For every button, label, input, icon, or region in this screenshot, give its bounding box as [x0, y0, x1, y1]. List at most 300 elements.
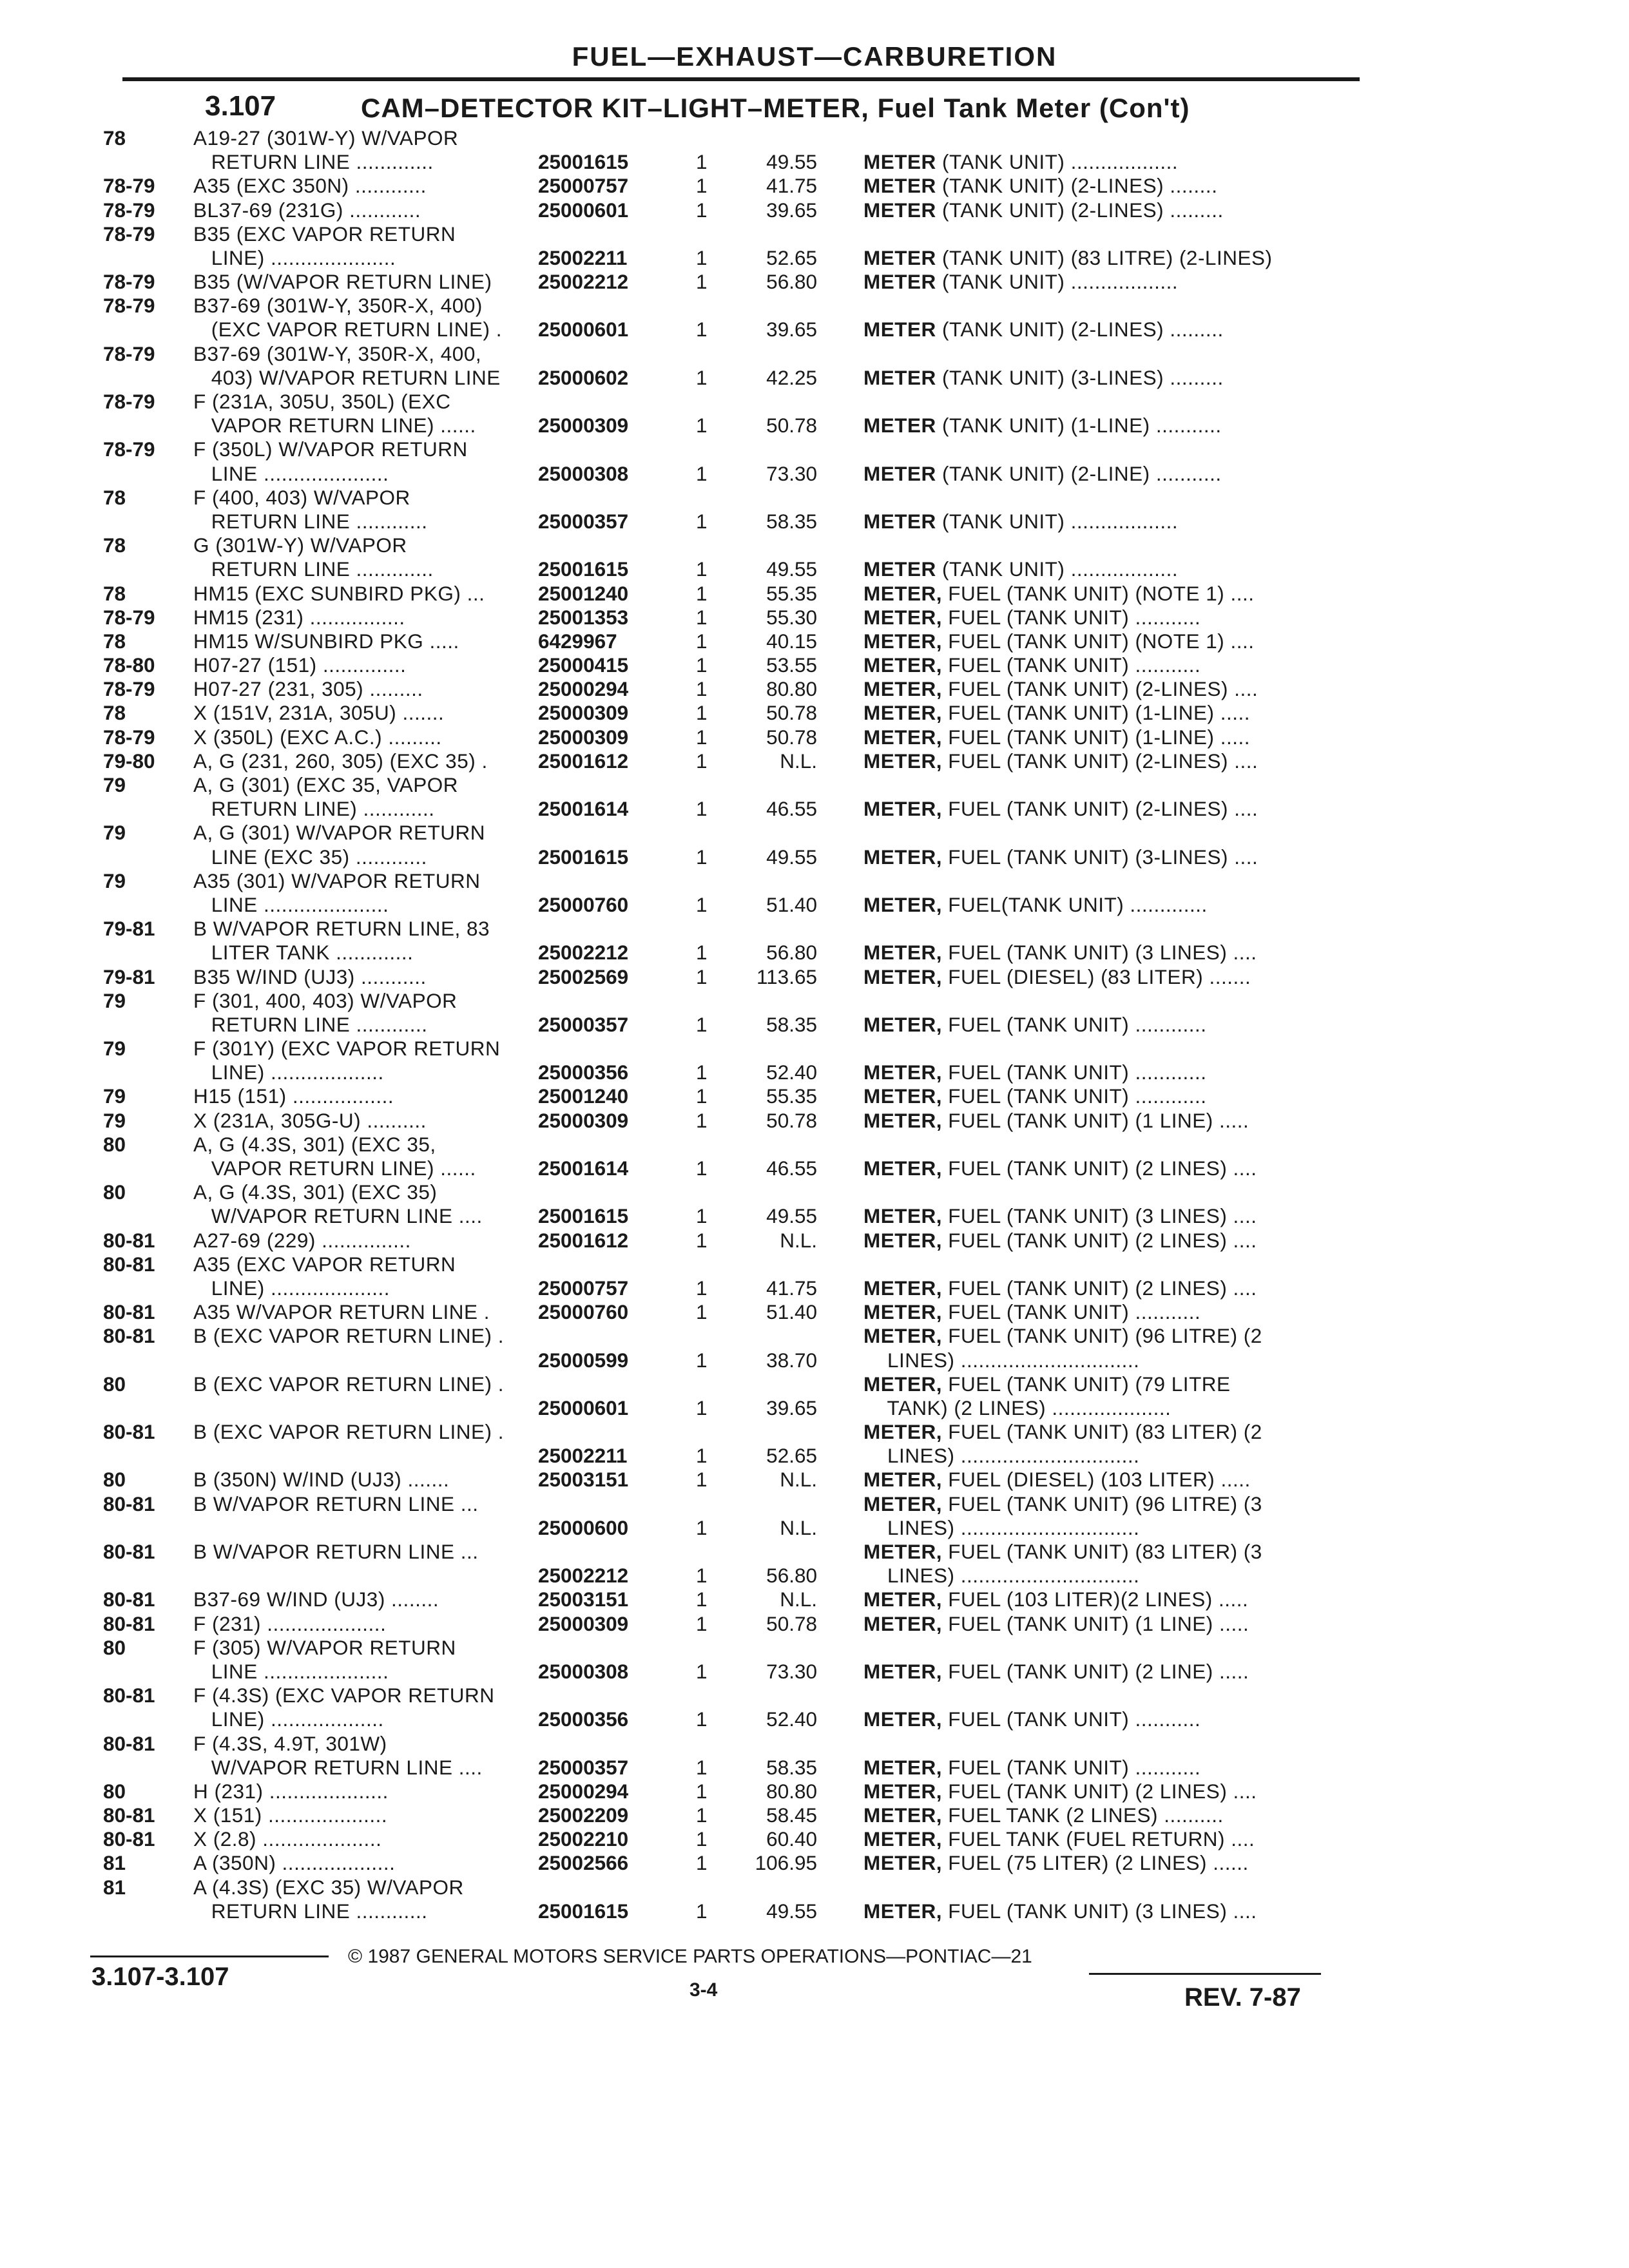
- price: 41.75: [766, 174, 817, 198]
- part-number: 25000357: [538, 1012, 629, 1036]
- part-row: [0, 437, 1629, 485]
- price: N.L.: [780, 749, 817, 773]
- part-name: METER, FUEL (TANK UNIT) (96 LITRE) (3 LINES) ..............................: [863, 1492, 1262, 1539]
- quantity: 1: [696, 1300, 708, 1324]
- part-row: [0, 677, 1629, 701]
- quantity: 1: [696, 1779, 708, 1803]
- model-year: 80-81: [103, 1492, 155, 1515]
- page-header-title: FUEL—EXHAUST—CARBURETION: [572, 41, 1057, 72]
- price: 46.55: [766, 797, 817, 821]
- price: 52.40: [766, 1061, 817, 1084]
- part-row: [0, 1253, 1629, 1300]
- part-number: 25000600: [538, 1515, 629, 1539]
- application-description: A, G (301) (EXC 35, VAPOR RETURN LINE) ............: [193, 773, 459, 821]
- part-row: [0, 1636, 1629, 1684]
- quantity: 1: [696, 1707, 708, 1731]
- part-number: 25002209: [538, 1803, 629, 1827]
- quantity: 1: [696, 1157, 708, 1180]
- part-number: 25001615: [538, 845, 629, 869]
- part-name: METER, FUEL (TANK UNIT) (2-LINES) ....: [863, 749, 1258, 773]
- model-year: 78-80: [103, 653, 155, 677]
- part-number: 25000294: [538, 677, 629, 701]
- footer-revision: REV. 7-87: [1184, 1983, 1301, 2012]
- price: 42.25: [766, 365, 817, 389]
- application-description: A, G (231, 260, 305) (EXC 35) .: [193, 749, 488, 773]
- part-row: [0, 1876, 1629, 1923]
- part-name: METER, FUEL (TANK UNIT) (3 LINES) ....: [863, 1204, 1257, 1228]
- part-name: METER, FUEL (TANK UNIT) (83 LITER) (2 LINES) ..............................: [863, 1420, 1262, 1468]
- part-row: [0, 629, 1629, 653]
- part-row: [0, 1540, 1629, 1588]
- part-name: METER, FUEL (TANK UNIT) (2 LINES) ....: [863, 1228, 1257, 1252]
- application-description: F (400, 403) W/VAPOR RETURN LINE ............: [193, 485, 428, 533]
- model-year: 78: [103, 581, 126, 605]
- part-number: 6429967: [538, 629, 617, 653]
- footer-rule-left: [90, 1956, 329, 1957]
- quantity: 1: [696, 318, 708, 341]
- price: 56.80: [766, 1564, 817, 1588]
- price: 49.55: [766, 1204, 817, 1228]
- price: 49.55: [766, 557, 817, 581]
- part-number: 25000356: [538, 1707, 629, 1731]
- part-number: 25000357: [538, 1755, 629, 1779]
- model-year: 80-81: [103, 1540, 155, 1563]
- model-year: 80: [103, 1132, 126, 1156]
- application-description: B35 (EXC VAPOR RETURN LINE) .....................: [193, 222, 456, 269]
- part-row: [0, 726, 1629, 749]
- part-number: 25001240: [538, 1084, 629, 1108]
- part-row: [0, 126, 1629, 174]
- part-row: [0, 1084, 1629, 1108]
- part-number: 25001612: [538, 749, 629, 773]
- part-row: [0, 198, 1629, 222]
- part-name: METER, FUEL TANK (2 LINES) ..........: [863, 1803, 1224, 1827]
- part-row: [0, 174, 1629, 198]
- model-year: 80-81: [103, 1827, 155, 1851]
- application-description: X (151V, 231A, 305U) .......: [193, 701, 445, 725]
- part-name: METER, FUEL (103 LITER)(2 LINES) .....: [863, 1588, 1249, 1611]
- part-row: [0, 582, 1629, 606]
- application-description: B (EXC VAPOR RETURN LINE) .: [193, 1372, 504, 1396]
- part-row: [0, 701, 1629, 725]
- quantity: 1: [696, 941, 708, 965]
- part-name: METER, FUEL (TANK UNIT) (NOTE 1) ....: [863, 581, 1255, 605]
- price: 52.65: [766, 1444, 817, 1468]
- part-name: METER, FUEL (DIESEL) (83 LITER) .......: [863, 965, 1251, 988]
- footer-rule-right: [1089, 1973, 1321, 1975]
- part-row: [0, 294, 1629, 341]
- price: 80.80: [766, 1779, 817, 1803]
- part-name: METER, FUEL (TANK UNIT) (3 LINES) ....: [863, 941, 1257, 965]
- part-number: 25002212: [538, 941, 629, 965]
- part-row: [0, 1732, 1629, 1780]
- part-row: [0, 869, 1629, 917]
- price: 73.30: [766, 461, 817, 485]
- price: 73.30: [766, 1659, 817, 1683]
- application-description: F (305) W/VAPOR RETURN LINE .....................: [193, 1635, 456, 1683]
- quantity: 1: [696, 845, 708, 869]
- application-description: A, G (301) W/VAPOR RETURN LINE (EXC 35) ............: [193, 821, 485, 869]
- price: 50.78: [766, 1611, 817, 1635]
- model-year: 79: [103, 773, 126, 797]
- quantity: 1: [696, 461, 708, 485]
- part-name: METER (TANK UNIT) (2-LINE) ...........: [863, 461, 1222, 485]
- quantity: 1: [696, 605, 708, 629]
- part-number: 25000309: [538, 701, 629, 725]
- price: 53.55: [766, 653, 817, 677]
- application-description: B (EXC VAPOR RETURN LINE) .: [193, 1324, 504, 1348]
- price: 50.78: [766, 1108, 817, 1132]
- part-number: 25002566: [538, 1851, 629, 1875]
- part-number: 25001612: [538, 1228, 629, 1252]
- price: 49.55: [766, 845, 817, 869]
- part-number: 25002212: [538, 1564, 629, 1588]
- application-description: B35 W/IND (UJ3) ...........: [193, 965, 427, 988]
- quantity: 1: [696, 1803, 708, 1827]
- part-name: METER, FUEL (TANK UNIT) (3 LINES) ....: [863, 1899, 1257, 1923]
- part-name: METER, FUEL (TANK UNIT) ............: [863, 1061, 1207, 1084]
- part-row: [0, 1133, 1629, 1180]
- price: 39.65: [766, 1396, 817, 1419]
- part-name: METER, FUEL (TANK UNIT) ...........: [863, 1755, 1201, 1779]
- model-year: 78: [103, 629, 126, 653]
- footer-page-number: 3-4: [689, 1979, 718, 2001]
- part-name: METER, FUEL (TANK UNIT) (2 LINES) ....: [863, 1276, 1257, 1300]
- model-year: 80-81: [103, 1803, 155, 1827]
- part-name: METER, FUEL (TANK UNIT) (83 LITER) (3 LINES) ..............................: [863, 1540, 1262, 1588]
- part-number: 25000309: [538, 725, 629, 749]
- model-year: 78-79: [103, 390, 155, 414]
- quantity: 1: [696, 1899, 708, 1923]
- part-row: [0, 1780, 1629, 1803]
- quantity: 1: [696, 581, 708, 605]
- quantity: 1: [696, 245, 708, 269]
- application-description: A (4.3S) (EXC 35) W/VAPOR RETURN LINE ............: [193, 1875, 464, 1923]
- part-name: METER, FUEL (TANK UNIT) (2 LINES) ....: [863, 1779, 1257, 1803]
- section-number: 3.107: [205, 90, 276, 122]
- application-description: B (EXC VAPOR RETURN LINE) .: [193, 1420, 504, 1444]
- part-row: [0, 1324, 1629, 1372]
- model-year: 79-81: [103, 965, 155, 988]
- part-number: 25000309: [538, 414, 629, 437]
- quantity: 1: [696, 797, 708, 821]
- part-number: 25003151: [538, 1468, 629, 1492]
- model-year: 80-81: [103, 1300, 155, 1324]
- part-name: METER (TANK UNIT) ..................: [863, 509, 1179, 533]
- quantity: 1: [696, 1515, 708, 1539]
- price: 49.55: [766, 150, 817, 174]
- application-description: H07-27 (151) ..............: [193, 653, 407, 677]
- part-number: 25000357: [538, 509, 629, 533]
- quantity: 1: [696, 1564, 708, 1588]
- quantity: 1: [696, 653, 708, 677]
- part-name: METER, FUEL (TANK UNIT) ...........: [863, 1300, 1201, 1324]
- part-name: METER, FUEL TANK (FUEL RETURN) ....: [863, 1827, 1255, 1851]
- quantity: 1: [696, 892, 708, 916]
- quantity: 1: [696, 150, 708, 174]
- part-row: [0, 1300, 1629, 1324]
- model-year: 78-79: [103, 341, 155, 365]
- part-number: 25000415: [538, 653, 629, 677]
- part-name: METER, FUEL (TANK UNIT) (1-LINE) .....: [863, 701, 1251, 725]
- application-description: B37-69 W/IND (UJ3) ........: [193, 1588, 439, 1611]
- part-number: 25000760: [538, 892, 629, 916]
- application-description: X (151) ....................: [193, 1803, 388, 1827]
- part-name: METER (TANK UNIT) ..................: [863, 270, 1179, 294]
- part-number: 25000309: [538, 1108, 629, 1132]
- application-description: A35 (EXC VAPOR RETURN LINE) ....................: [193, 1252, 456, 1300]
- application-description: F (301, 400, 403) W/VAPOR RETURN LINE ............: [193, 988, 458, 1036]
- part-row: [0, 1827, 1629, 1851]
- application-description: A19-27 (301W-Y) W/VAPOR RETURN LINE .............: [193, 126, 459, 174]
- quantity: 1: [696, 557, 708, 581]
- part-name: METER (TANK UNIT) (2-LINES) ........: [863, 174, 1218, 198]
- part-name: METER, FUEL (TANK UNIT) (1 LINE) .....: [863, 1108, 1249, 1132]
- application-description: B W/VAPOR RETURN LINE ...: [193, 1492, 479, 1515]
- section-title: CAM–DETECTOR KIT–LIGHT–METER, Fuel Tank Meter (Con't): [361, 93, 1190, 123]
- application-description: A, G (4.3S, 301) (EXC 35) W/VAPOR RETURN LINE ....: [193, 1180, 483, 1228]
- quantity: 1: [696, 1659, 708, 1683]
- part-row: [0, 342, 1629, 390]
- application-description: A27-69 (229) ...............: [193, 1228, 411, 1252]
- model-year: 79-80: [103, 749, 155, 773]
- part-name: METER (TANK UNIT) ..................: [863, 557, 1179, 581]
- model-year: 80-81: [103, 1420, 155, 1444]
- price: 60.40: [766, 1827, 817, 1851]
- model-year: 81: [103, 1851, 126, 1875]
- quantity: 1: [696, 270, 708, 294]
- price: 51.40: [766, 892, 817, 916]
- price: 106.95: [755, 1851, 817, 1875]
- header-rule: [122, 77, 1360, 81]
- part-name: METER (TANK UNIT) (2-LINES) .........: [863, 198, 1224, 222]
- part-name: METER, FUEL (TANK UNIT) ...........: [863, 1707, 1201, 1731]
- quantity: 1: [696, 1228, 708, 1252]
- part-row: [0, 1229, 1629, 1253]
- part-number: 25001614: [538, 1157, 629, 1180]
- part-row: [0, 270, 1629, 294]
- price: 46.55: [766, 1157, 817, 1180]
- part-number: 25000599: [538, 1348, 629, 1372]
- quantity: 1: [696, 174, 708, 198]
- part-number: 25002210: [538, 1827, 629, 1851]
- part-number: 25001353: [538, 605, 629, 629]
- model-year: 78: [103, 485, 126, 509]
- footer-copyright: © 1987 GENERAL MOTORS SERVICE PARTS OPERATIONS—PONTIAC—21: [348, 1946, 1032, 1967]
- quantity: 1: [696, 1755, 708, 1779]
- part-name: METER, FUEL (TANK UNIT) ............: [863, 1084, 1207, 1108]
- part-row: [0, 1420, 1629, 1468]
- application-description: H07-27 (231, 305) .........: [193, 677, 423, 701]
- price: N.L.: [780, 1515, 817, 1539]
- price: 39.65: [766, 198, 817, 222]
- model-year: 78-79: [103, 677, 155, 701]
- quantity: 1: [696, 1611, 708, 1635]
- part-number: 25001240: [538, 581, 629, 605]
- price: 80.80: [766, 677, 817, 701]
- quantity: 1: [696, 1061, 708, 1084]
- quantity: 1: [696, 1468, 708, 1492]
- application-description: F (4.3S) (EXC VAPOR RETURN LINE) ...................: [193, 1684, 495, 1731]
- model-year: 78-79: [103, 270, 155, 294]
- price: 58.35: [766, 1012, 817, 1036]
- part-number: 25000294: [538, 1779, 629, 1803]
- application-description: BL37-69 (231G) ............: [193, 198, 421, 222]
- part-row: [0, 1588, 1629, 1611]
- part-number: 25002569: [538, 965, 629, 988]
- model-year: 79: [103, 869, 126, 892]
- part-row: [0, 533, 1629, 581]
- model-year: 79: [103, 1037, 126, 1061]
- part-name: METER (TANK UNIT) ..................: [863, 150, 1179, 174]
- price: 50.78: [766, 725, 817, 749]
- quantity: 1: [696, 1827, 708, 1851]
- model-year: 80-81: [103, 1228, 155, 1252]
- model-year: 80-81: [103, 1611, 155, 1635]
- application-description: F (301Y) (EXC VAPOR RETURN LINE) ...................: [193, 1037, 501, 1084]
- part-row: [0, 749, 1629, 773]
- application-description: A35 (EXC 350N) ............: [193, 174, 427, 198]
- model-year: 80-81: [103, 1324, 155, 1348]
- price: 55.35: [766, 581, 817, 605]
- part-name: METER, FUEL (TANK UNIT) ...........: [863, 653, 1201, 677]
- application-description: F (231A, 305U, 350L) (EXC VAPOR RETURN LINE) ......: [193, 390, 476, 437]
- part-name: METER (TANK UNIT) (1-LINE) ...........: [863, 414, 1222, 437]
- part-row: [0, 222, 1629, 270]
- quantity: 1: [696, 1396, 708, 1419]
- part-number: 25000757: [538, 1276, 629, 1300]
- part-row: [0, 606, 1629, 629]
- price: 50.78: [766, 701, 817, 725]
- model-year: 80-81: [103, 1588, 155, 1611]
- price: 56.80: [766, 270, 817, 294]
- part-row: [0, 486, 1629, 533]
- price: 58.35: [766, 1755, 817, 1779]
- application-description: B35 (W/VAPOR RETURN LINE): [193, 270, 492, 294]
- part-name: METER, FUEL (TANK UNIT) ...........: [863, 605, 1201, 629]
- part-number: 25000309: [538, 1611, 629, 1635]
- part-number: 25001615: [538, 557, 629, 581]
- model-year: 78-79: [103, 725, 155, 749]
- price: 49.55: [766, 1899, 817, 1923]
- price: 38.70: [766, 1348, 817, 1372]
- part-name: METER (TANK UNIT) (2-LINES) .........: [863, 318, 1224, 341]
- application-description: HM15 W/SUNBIRD PKG .....: [193, 629, 459, 653]
- price: 52.65: [766, 245, 817, 269]
- part-name: METER, FUEL (TANK UNIT) (96 LITRE) (2 LINES) ..............................: [863, 1324, 1262, 1372]
- application-description: HM15 (EXC SUNBIRD PKG) ...: [193, 581, 485, 605]
- model-year: 78-79: [103, 437, 155, 461]
- application-description: X (350L) (EXC A.C.) .........: [193, 725, 442, 749]
- quantity: 1: [696, 749, 708, 773]
- part-number: 25002212: [538, 270, 629, 294]
- model-year: 80: [103, 1372, 126, 1396]
- part-name: METER, FUEL (TANK UNIT) (2 LINE) .....: [863, 1659, 1249, 1683]
- price: N.L.: [780, 1468, 817, 1492]
- part-row: [0, 1109, 1629, 1133]
- part-number: 25000308: [538, 461, 629, 485]
- price: 40.15: [766, 629, 817, 653]
- price: 58.35: [766, 509, 817, 533]
- quantity: 1: [696, 1108, 708, 1132]
- part-row: [0, 1492, 1629, 1540]
- application-description: H15 (151) .................: [193, 1084, 394, 1108]
- price: 51.40: [766, 1300, 817, 1324]
- application-description: X (2.8) ....................: [193, 1827, 382, 1851]
- quantity: 1: [696, 509, 708, 533]
- model-year: 80: [103, 1635, 126, 1659]
- quantity: 1: [696, 414, 708, 437]
- model-year: 78-79: [103, 294, 155, 318]
- model-year: 79: [103, 821, 126, 845]
- application-description: F (350L) W/VAPOR RETURN LINE .....................: [193, 437, 468, 485]
- model-year: 79: [103, 988, 126, 1012]
- part-name: METER, FUEL (TANK UNIT) (NOTE 1) ....: [863, 629, 1255, 653]
- part-number: 25002211: [538, 1444, 628, 1468]
- application-description: B W/VAPOR RETURN LINE, 83 LITER TANK .............: [193, 917, 490, 965]
- part-name: METER (TANK UNIT) (83 LITRE) (2-LINES): [863, 245, 1273, 269]
- part-row: [0, 1851, 1629, 1875]
- model-year: 80-81: [103, 1252, 155, 1276]
- part-name: METER, FUEL (TANK UNIT) ............: [863, 1012, 1207, 1036]
- model-year: 80: [103, 1180, 126, 1204]
- model-year: 80-81: [103, 1731, 155, 1755]
- quantity: 1: [696, 677, 708, 701]
- application-description: B W/VAPOR RETURN LINE ...: [193, 1540, 479, 1563]
- part-number: 25000601: [538, 1396, 629, 1419]
- price: N.L.: [780, 1588, 817, 1611]
- quantity: 1: [696, 1851, 708, 1875]
- part-row: [0, 1037, 1629, 1084]
- model-year: 78-79: [103, 222, 155, 245]
- application-description: A35 W/VAPOR RETURN LINE .: [193, 1300, 490, 1324]
- part-name: METER, FUEL(TANK UNIT) .............: [863, 892, 1208, 916]
- application-description: G (301W-Y) W/VAPOR RETURN LINE .............: [193, 533, 434, 581]
- part-name: METER, FUEL (TANK UNIT) (3-LINES) ....: [863, 845, 1258, 869]
- price: 52.40: [766, 1707, 817, 1731]
- model-year: 78: [103, 701, 126, 725]
- part-row: [0, 965, 1629, 989]
- price: 41.75: [766, 1276, 817, 1300]
- part-row: [0, 1180, 1629, 1228]
- part-number: 25003151: [538, 1588, 629, 1611]
- part-row: [0, 1684, 1629, 1731]
- price: 55.35: [766, 1084, 817, 1108]
- model-year: 78-79: [103, 605, 155, 629]
- price: 58.45: [766, 1803, 817, 1827]
- part-number: 25000760: [538, 1300, 629, 1324]
- model-year: 78-79: [103, 174, 155, 198]
- application-description: F (4.3S, 4.9T, 301W) W/VAPOR RETURN LINE ....: [193, 1731, 483, 1779]
- part-row: [0, 917, 1629, 965]
- application-description: A, G (4.3S, 301) (EXC 35, VAPOR RETURN LINE) ......: [193, 1132, 476, 1180]
- part-name: METER, FUEL (TANK UNIT) (1-LINE) .....: [863, 725, 1251, 749]
- part-row: [0, 1468, 1629, 1492]
- quantity: 1: [696, 365, 708, 389]
- footer-section-range: 3.107-3.107: [92, 1963, 229, 1991]
- part-row: [0, 1372, 1629, 1420]
- quantity: 1: [696, 1444, 708, 1468]
- part-name: METER, FUEL (DIESEL) (103 LITER) .....: [863, 1468, 1251, 1492]
- part-row: [0, 821, 1629, 869]
- part-row: [0, 773, 1629, 821]
- quantity: 1: [696, 198, 708, 222]
- price: N.L.: [780, 1228, 817, 1252]
- model-year: 79: [103, 1084, 126, 1108]
- part-name: METER, FUEL (TANK UNIT) (2-LINES) ....: [863, 797, 1258, 821]
- part-row: [0, 1803, 1629, 1827]
- part-number: 25001615: [538, 1204, 629, 1228]
